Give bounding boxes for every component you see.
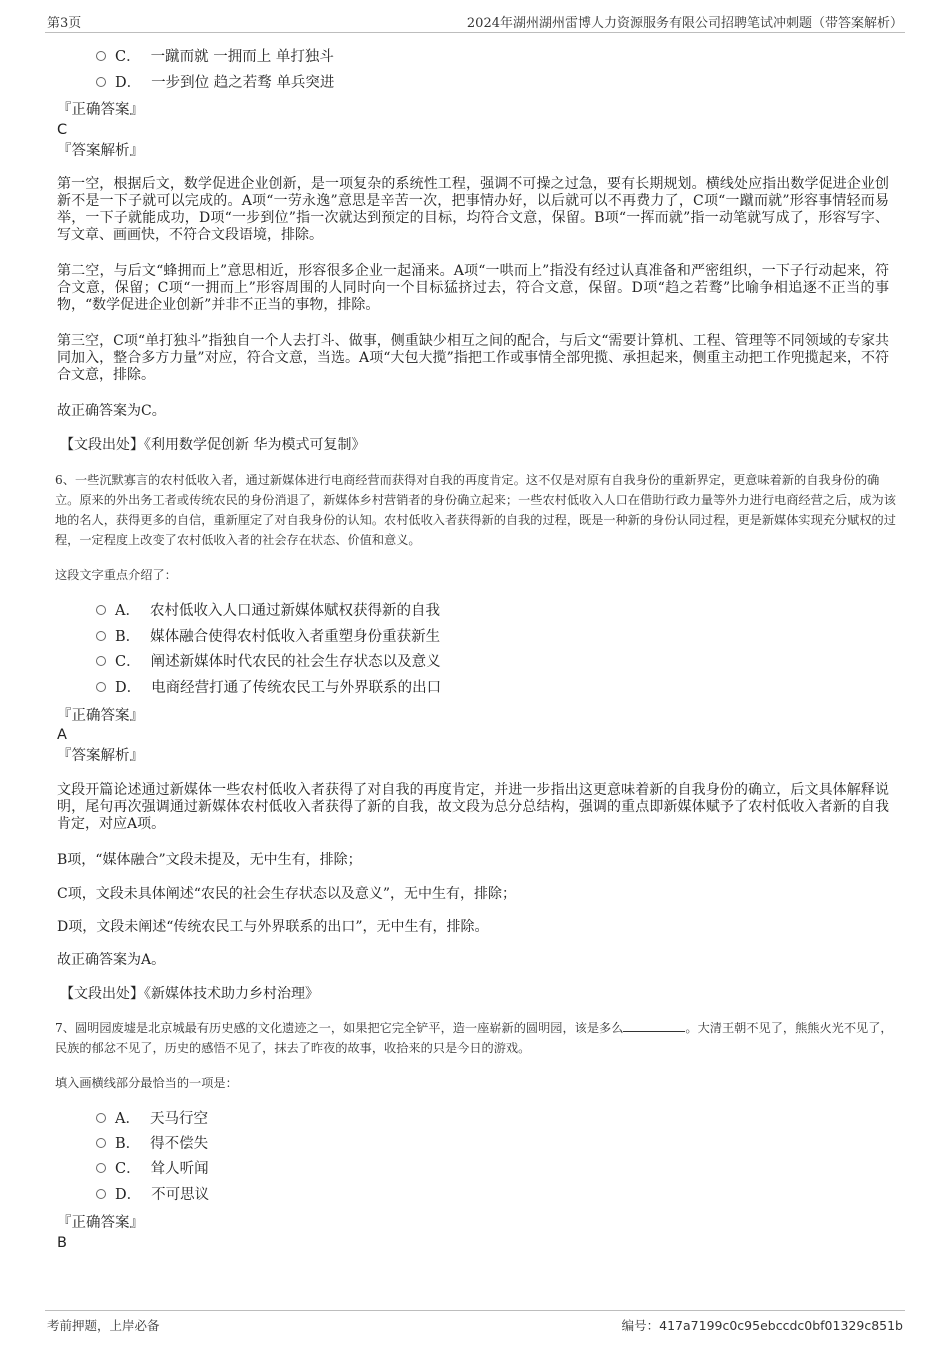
answer-value: C [57, 122, 68, 138]
footer-slogan: 考前押题，上岸必备 [47, 1318, 160, 1333]
option-c[interactable]: C． 阐述新媒体时代农民的社会生存状态以及意义 [96, 651, 441, 673]
radio-icon[interactable] [96, 682, 106, 692]
page-footer [45, 1310, 905, 1341]
analysis-paragraph: C项，文段未具体阐述“农民的社会生存状态以及意义”，无中生有，排除； [57, 886, 517, 902]
option-c[interactable]: C． 耸人听闻 [96, 1158, 209, 1180]
analysis-paragraph: B项，“媒体融合”文段未提及，无中生有，排除； [57, 852, 362, 868]
radio-icon[interactable] [96, 1189, 106, 1199]
option-a[interactable]: A． 农村低收入人口通过新媒体赋权获得新的自我 [96, 600, 440, 622]
answer-value: B [57, 1235, 67, 1251]
question-6-prompt: 这段文字重点介绍了： [55, 568, 177, 582]
page-header [45, 10, 905, 33]
option-d[interactable]: D． 一步到位 趋之若骛 单兵突进 [96, 72, 334, 94]
analysis-paragraph: 文段开篇论述通过新媒体一些农村低收入者获得了对自我的再度肯定，并进一步指出这更意味着新的自我身份的确立，后文具体解释说明，尾句再次强调通过新媒体农村低收入者获得了新的自我，故文段为总分总结构，强调的重点即新媒体赋予了农村低收入者新的自我肯定，对应A项。 [57, 782, 889, 832]
question-7-prompt: 填入画横线部分最恰当的一项是： [55, 1076, 238, 1090]
radio-icon[interactable] [96, 77, 106, 87]
analysis-paragraph: 第一空，根据后文，数学促进企业创新，是一项复杂的系统性工程，强调不可操之过急，要有长期规划。横线处应指出数学促进企业创新不是一下子就可以完成的。A项“一劳永逸”意思是辛苦一次，把事情办好，以后就可以不再费力了，C项“一蹴而就”形容事情轻而易举，一下子就能成功，D项“一步到位”指一次就达到预定的目标，均符合文意，保留。B项“一挥而就”指一动笔就写成了，形容写字、写文章、画画快，不符合文段语境，排除。 [57, 176, 889, 243]
radio-icon[interactable] [96, 51, 106, 61]
answer-label: 『正确答案』 [57, 102, 144, 118]
option-d[interactable]: D． 电商经营打通了传统农民工与外界联系的出口 [96, 677, 441, 699]
answer-value: A [57, 727, 67, 743]
question-6-stem: 6、一些沉默寡言的农村低收入者，通过新媒体进行电商经营而获得对自我的再度肯定。这不仅是对原有自我身份的重新界定，更意味着新的自我身份的确立。原来的外出务工者或传统农民的身份消退了，新媒体乡村营销者的身份确立起来；一些农村低收入人口在借助行政力量等外力进行电商经营之后，成为该地的名人，获得更多的自信，重新厘定了对自我身份的认知。农村低收入者获得新的自我的过程，既是一种新的身份认同过程，更是新媒体实现充分赋权的过程，一定程度上改变了农村低收入者的社会存在状态、价值和意义。 [55, 473, 896, 547]
radio-icon[interactable] [96, 1138, 106, 1148]
document-title: 2024年湖州湖州雷博人力资源服务有限公司招聘笔试冲刺题（带答案解析） [466, 16, 903, 31]
analysis-conclusion: 故正确答案为A。 [57, 952, 166, 968]
radio-icon[interactable] [96, 605, 106, 615]
option-c[interactable]: C． 一蹴而就 一拥而上 单打独斗 [96, 46, 334, 68]
analysis-conclusion: 故正确答案为C。 [57, 403, 166, 419]
analysis-paragraph: D项，文段未阐述“传统农民工与外界联系的出口”，无中生有，排除。 [57, 919, 489, 935]
option-b[interactable]: B． 媒体融合使得农村低收入者重塑身份重获新生 [96, 626, 440, 648]
answer-label: 『正确答案』 [57, 708, 144, 724]
analysis-paragraph: 第三空，C项“单打独斗”指独自一个人去打斗、做事，侧重缺少相互之间的配合，与后文“需要计算机、工程、管理等不同领域的专家共同加入，整合多方力量”对应，符合文意，当选。A项“大包大揽”指把工作或事情全部兜揽、承担起来，侧重主动把工作兜揽起来，不符合文意，排除。 [57, 333, 889, 383]
option-a[interactable]: A． 天马行空 [96, 1108, 208, 1130]
answer-label: 『正确答案』 [57, 1215, 144, 1231]
option-b[interactable]: B． 得不偿失 [96, 1133, 208, 1155]
source-citation: 【文段出处】《利用数学促创新 华为模式可复制》 [60, 437, 366, 453]
analysis-paragraph: 第二空，与后文“蜂拥而上”意思相近，形容很多企业一起涌来。A项“一哄而上”指没有经过认真准备和严密组织，一下子行动起来，符合文意，保留；C项“一拥而上”形容周围的人同时向一个目标猛挤过去，符合文意，保留。D项“趋之若鹜”比喻争相追逐不正当的事物，“数学促进企业创新”并非不正当的事物，排除。 [57, 263, 889, 313]
source-citation: 【文段出处】《新媒体技术助力乡村治理》 [60, 986, 319, 1002]
option-d[interactable]: D． 不可思议 [96, 1184, 209, 1206]
question-7-stem: 7、圆明园废墟是北京城最有历史感的文化遗迹之一，如果把它完全铲平，造一座崭新的圆明园，该是多么 。大清王朝不见了，熊熊火光不见了，民族的郁忿不见了，历史的感悟不见了，抹去了昨夜的故事，收拾来的只是今日的游戏。 [55, 1021, 893, 1055]
document-code: 编号：417a7199c0c95ebccdc0bf01329c851b [621, 1318, 903, 1333]
radio-icon[interactable] [96, 1163, 106, 1173]
fill-blank [623, 1019, 685, 1032]
radio-icon[interactable] [96, 1113, 106, 1123]
radio-icon[interactable] [96, 631, 106, 641]
analysis-label: 『答案解析』 [57, 748, 144, 764]
analysis-label: 『答案解析』 [57, 143, 144, 159]
page-number: 第3页 [47, 16, 82, 31]
radio-icon[interactable] [96, 656, 106, 666]
